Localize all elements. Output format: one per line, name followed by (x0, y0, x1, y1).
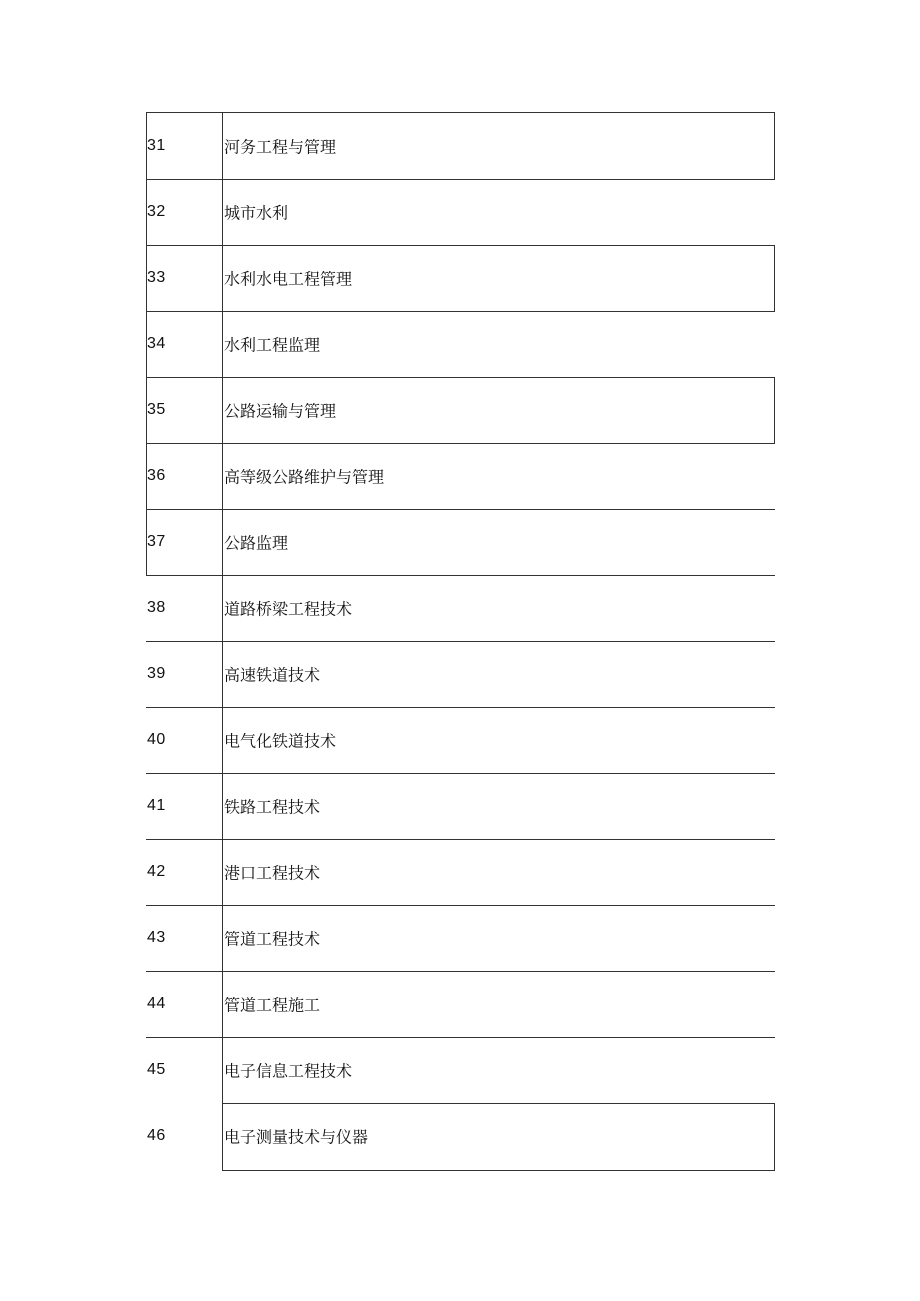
row-number: 32 (147, 203, 166, 220)
major-name: 城市水利 (224, 203, 289, 223)
row-divider (146, 971, 775, 972)
row-number: 37 (147, 533, 166, 550)
major-name: 电气化铁道技术 (224, 731, 337, 751)
row-number: 44 (147, 995, 166, 1012)
row-divider (146, 839, 775, 840)
row-divider (146, 905, 775, 906)
row-number: 38 (147, 599, 166, 616)
table-row (0, 707, 920, 773)
table-border-right (774, 377, 775, 443)
table-border-right (774, 245, 775, 311)
table-row (0, 245, 920, 311)
table-row (0, 575, 920, 641)
row-divider (146, 179, 775, 180)
major-name: 管道工程技术 (224, 929, 321, 949)
row-divider (146, 112, 775, 113)
row-divider (146, 311, 775, 312)
major-name: 港口工程技术 (224, 863, 321, 883)
major-name: 电子信息工程技术 (224, 1061, 353, 1081)
row-divider (146, 641, 775, 642)
table-row (0, 641, 920, 707)
table-border-right (774, 112, 775, 179)
major-name: 高速铁道技术 (224, 665, 321, 685)
row-divider (222, 1103, 775, 1104)
row-divider (146, 773, 775, 774)
table-row (0, 179, 920, 245)
row-number: 45 (147, 1061, 166, 1078)
row-divider (146, 245, 775, 246)
row-number: 41 (147, 797, 166, 814)
row-number: 46 (147, 1127, 166, 1144)
table-row (0, 311, 920, 377)
row-number: 35 (147, 401, 166, 418)
major-name: 管道工程施工 (224, 995, 321, 1015)
row-number: 42 (147, 863, 166, 880)
major-name: 高等级公路维护与管理 (224, 467, 385, 487)
major-name: 铁路工程技术 (224, 797, 321, 817)
table-row (0, 443, 920, 509)
major-name: 水利工程监理 (224, 335, 321, 355)
table-row (0, 1103, 920, 1169)
major-name: 水利水电工程管理 (224, 269, 353, 289)
table-border-right (774, 1103, 775, 1171)
row-number: 40 (147, 731, 166, 748)
row-number: 33 (147, 269, 166, 286)
row-divider (222, 1170, 775, 1171)
row-divider (146, 443, 775, 444)
table-row (0, 377, 920, 443)
major-name: 公路监理 (224, 533, 289, 553)
major-name: 电子测量技术与仪器 (224, 1127, 369, 1147)
table-border-left (146, 112, 147, 576)
table-row (0, 905, 920, 971)
row-number: 31 (147, 137, 166, 154)
row-number: 36 (147, 467, 166, 484)
table-row (0, 971, 920, 1037)
row-divider (146, 377, 775, 378)
row-divider (146, 509, 775, 510)
major-name: 道路桥梁工程技术 (224, 599, 353, 619)
table-row (0, 773, 920, 839)
table-row (0, 1037, 920, 1103)
row-divider (146, 575, 775, 576)
row-divider (146, 1037, 775, 1038)
row-number: 34 (147, 335, 166, 352)
row-number: 39 (147, 665, 166, 682)
table-row (0, 509, 920, 575)
major-name: 河务工程与管理 (224, 137, 337, 157)
major-name: 公路运输与管理 (224, 401, 337, 421)
table-row (0, 113, 920, 179)
table-row (0, 839, 920, 905)
row-divider (146, 707, 775, 708)
row-number: 43 (147, 929, 166, 946)
